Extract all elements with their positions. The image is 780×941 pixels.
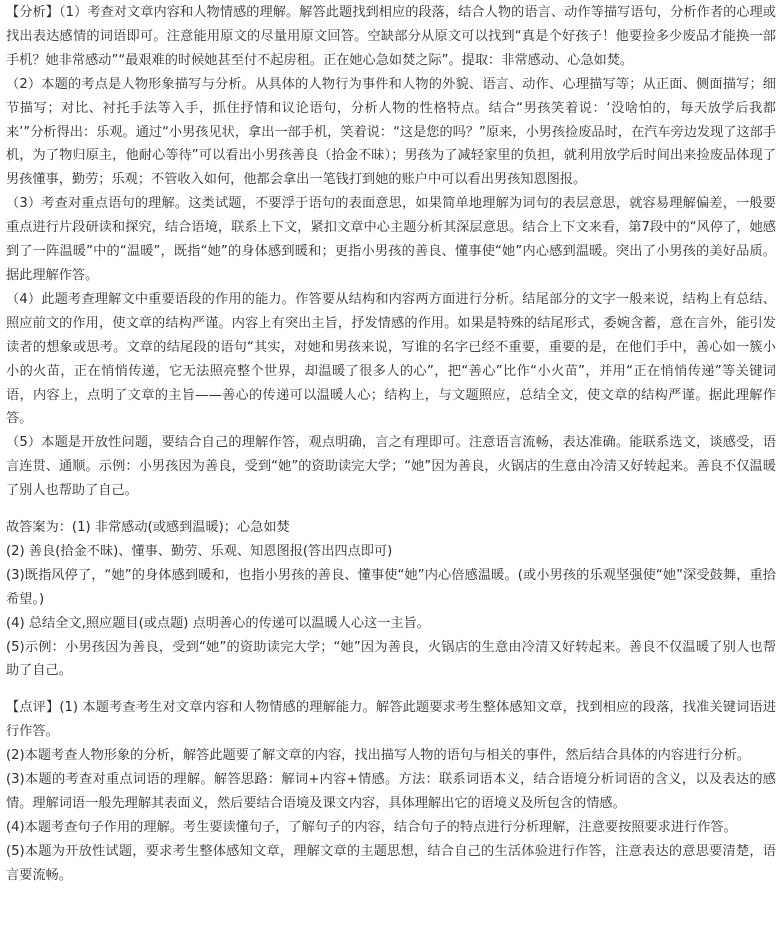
comment-paragraph-1: 【点评】(1) 本题考查考生对文章内容和人物情感的理解能力。解答此题要求考生整体感知文章，找到相应的段落，找准关键词语进行作答。: [6, 700, 776, 740]
comment-paragraph-3: (3)本题的考查对重点词语的理解。解答思路：解词+内容+情感。方法：联系词语本义，结合语境分析词语的含义，以及表达的感情。理解词语一般先理解其表面义，然后要结合语境及课文内容，具体理解出它的语境义及所包含的情感。: [6, 772, 776, 811]
comment-paragraph-4: (4)本题考查句子作用的理解。考生要读懂句子，了解句子的内容，结合句子的特点进行分析理解，注意要按照要求进行作答。: [6, 819, 737, 835]
analysis-paragraph-3: （3）考查对重点语句的理解。这类试题，不要浮于语句的表面意思，如果简单地理解为词句的表层意思，就容易理解偏差，一般要重点进行片段研读和探究，结合语境，联系上下文，紧扣文章中心主题分析其深层意思。结合上下文来看，第7段中的“风停了，她感到了一阵温暖”中的“温暖”，既指“她”的身体感到暖和；更指小男孩的善良、懂事使“她”内心感到温暖。突出了小男孩的美好品质。据此理解作答。: [6, 196, 776, 283]
answer-line-3: (3)既指风停了，“她”的身体感到暖和，也指小男孩的善良、懂事使“她”内心倍感温暖。(或小男孩的乐观坚强使“她”深受鼓舞，重拾希望。): [6, 567, 776, 607]
analysis-paragraph-5: （5）本题是开放性问题，要结合自己的理解作答，观点明确，言之有理即可。注意语言流畅，表达准确。能联系选文，谈感受，语言连贯、通顺。示例：小男孩因为善良，受到“她”的资助读完大学；“她”因为善良，火锅店的生意由冷清又好转起来。善良不仅温暖了别人也帮助了自己。: [6, 435, 776, 499]
comment-paragraph-5: (5)本题为开放性试题，要求考生整体感知文章，理解文章的主题思想，结合自己的生活体验进行作答，注意表达的意思要清楚，语言要流畅。: [6, 843, 776, 883]
analysis-paragraph-1: 【分析】（1）考查对文章内容和人物情感的理解。解答此题找到相应的段落，结合人物的语言、动作等描写语句，分析作者的心理或找出表达感情的词语即可。注意能用原文的尽量用原文回答。空缺部分从原文可以找到“真是个好孩子！他要捡多少废品才能换一部手机？她非常感动”“最艰难的时候她甚至付不起房租。正在她心急如焚之际”。提取：非常感动、心急如焚。: [6, 5, 776, 68]
answer-line-2: (2) 善良(拾金不昧)、懂事、勤劳、乐观、知恩图报(答出四点即可): [6, 543, 393, 559]
solution-document: [0, 1, 780, 888]
analysis-paragraph-4: （4）此题考查理解文中重要语段的作用的能力。作答要从结构和内容两方面进行分析。结尾部分的文字一般来说，结构上有总结、照应前文的作用，使文章的结构严谨。内容上有突出主旨，抒发情感的作用。如果是特殊的结尾形式，委婉含蓄，意在言外，能引发读者的想象或思考。文章的结尾段的语句“其实，对她和男孩来说，写谁的名字已经不重要，重要的是，在他们手中，善心如一簇小小的火苗，正在悄悄传递，它无法照亮整个世界，却温暖了很多人的心”，把“善心”比作“小火苗”，并用“正在悄悄传递”等关键词语，内容上，点明了文章的主旨——善心的传递可以温暖人心；结构上，与文题照应，总结全文，使文章的结构严谨。据此理解作答。: [6, 291, 776, 427]
comment-paragraph-2: (2)本题考查人物形象的分析，解答此题要了解文章的内容，找出描写人物的语句与相关的事件，然后结合具体的内容进行分析。: [6, 748, 750, 764]
comment-section: [6, 696, 776, 887]
answer-line-4: (4) 总结全文,照应题目(或点题) 点明善心的传递可以温暖人心这一主旨。: [6, 615, 430, 631]
answer-section: [6, 516, 776, 683]
answer-line-1: 故答案为：(1) 非常感动(或感到温暖)；心急如焚: [6, 520, 290, 536]
analysis-section: [6, 1, 776, 503]
analysis-paragraph-2: （2）本题的考点是人物形象描写与分析。从具体的人物行为事件和人物的外貌、语言、动作、心理描写等；从正面、侧面描写；细节描写；对比、衬托手法等入手，抓住抒情和议论语句，分析人物的性格特点。结合“男孩笑着说：‘没啥怕的，每天放学后我都来’”分析得出：乐观。通过“小男孩见状，拿出一部手机，笑着说：“这是您的吗？”原来，小男孩捡废品时，在汽车旁边发现了这部手机，为了物归原主，他耐心等待”可以看出小男孩善良（拾金不昧）；男孩为了减轻家里的负担，就利用放学后时间出来捡废品体现了男孩懂事，勤劳；乐观；不管收入如何，他都会拿出一笔钱打到她的账户中可以看出男孩知恩图报。: [6, 76, 777, 188]
answer-line-5: (5)示例：小男孩因为善良，受到“她”的资助读完大学；“她”因为善良，火锅店的生意由冷清又好转起来。善良不仅温暖了别人也帮助了自己。: [6, 639, 776, 679]
